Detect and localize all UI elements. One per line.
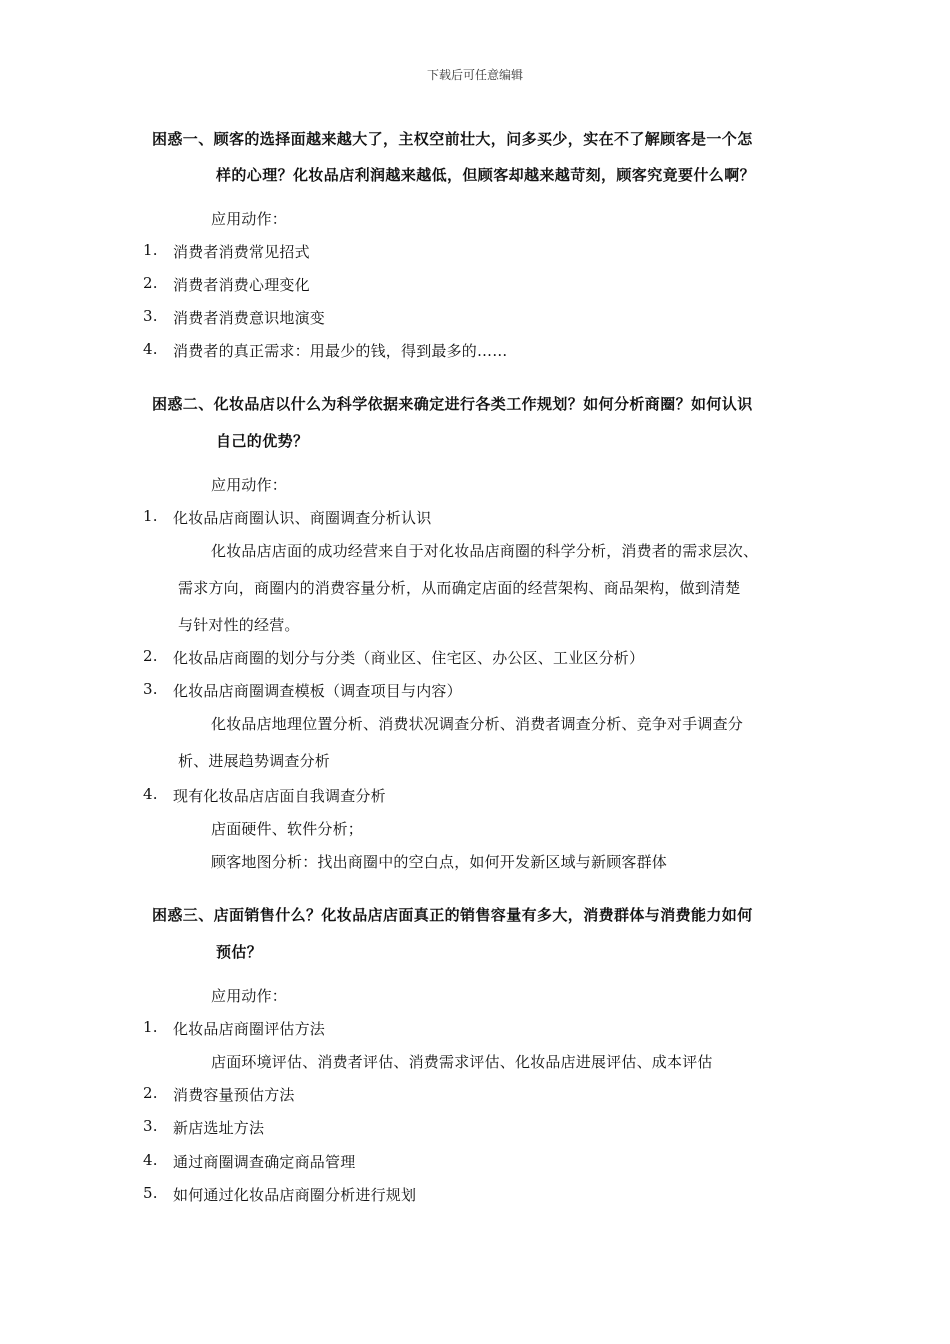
item-detail-line: 化妆品店店面的成功经营来自于对化妆品店商圈的科学分析，消费者的需求层次、 [211, 542, 759, 560]
item-detail-line: 顾客地图分析：找出商圈中的空白点，如何开发新区域与新顾客群体 [211, 853, 668, 871]
list-item: 化妆品店商圈调查模板（调查项目与内容） [173, 682, 462, 700]
list-item: 通过商圈调查确定商品管理 [173, 1153, 356, 1171]
item-detail-line: 析、进展趋势调查分析 [178, 752, 331, 770]
list-item-number: 1. [143, 1018, 158, 1036]
list-item: 消费容量预估方法 [173, 1086, 295, 1104]
list-item-number: 3. [143, 1117, 158, 1135]
list-item: 新店选址方法 [173, 1119, 265, 1137]
list-item-number: 2. [143, 647, 158, 665]
section-3-title-line-1: 困惑三、店面销售什么？化妆品店店面真正的销售容量有多大，消费群体与消费能力如何 [152, 906, 753, 924]
item-detail-line: 化妆品店地理位置分析、消费状况调查分析、消费者调查分析、竞争对手调查分 [211, 715, 744, 733]
list-item: 消费者的真正需求：用最少的钱，得到最多的…… [173, 342, 508, 360]
list-item-number: 1. [143, 241, 158, 259]
list-item: 消费者消费意识地演变 [173, 309, 326, 327]
list-item-number: 1. [143, 507, 158, 525]
list-item: 如何通过化妆品店商圈分析进行规划 [173, 1186, 417, 1204]
list-item-number: 4. [143, 785, 158, 803]
list-item: 化妆品店商圈评估方法 [173, 1020, 326, 1038]
item-detail-line: 与针对性的经营。 [178, 616, 300, 634]
section-1-action-label: 应用动作： [211, 210, 288, 228]
item-detail-line: 需求方向，商圈内的消费容量分析，从而确定店面的经营架构、商品架构，做到清楚 [178, 579, 741, 597]
section-1-title-line-2: 样的心理？化妆品店利润越来越低，但顾客却越来越苛刻，顾客究竟要什么啊？ [216, 166, 756, 184]
list-item: 化妆品店商圈认识、商圈调查分析认识 [173, 509, 432, 527]
section-2-action-label: 应用动作： [211, 476, 288, 494]
list-item-number: 5. [143, 1184, 158, 1202]
list-item: 现有化妆品店店面自我调查分析 [173, 787, 386, 805]
list-item-number: 4. [143, 1151, 158, 1169]
section-2-title-line-2: 自己的优势？ [216, 432, 309, 450]
item-detail-line: 店面硬件、软件分析； [211, 820, 364, 838]
list-item-number: 2. [143, 1084, 158, 1102]
list-item: 消费者消费常见招式 [173, 243, 310, 261]
list-item-number: 4. [143, 340, 158, 358]
item-detail-line: 店面环境评估、消费者评估、消费需求评估、化妆品店进展评估、成本评估 [211, 1053, 713, 1071]
list-item-number: 3. [143, 307, 158, 325]
section-3-title-line-2: 预估？ [216, 943, 263, 961]
list-item: 化妆品店商圈的划分与分类（商业区、住宅区、办公区、工业区分析） [173, 649, 645, 667]
list-item: 消费者消费心理变化 [173, 276, 310, 294]
list-item-number: 3. [143, 680, 158, 698]
list-item-number: 2. [143, 274, 158, 292]
section-3-action-label: 应用动作： [211, 987, 288, 1005]
section-1-title-line-1: 困惑一、顾客的选择面越来越大了，主权空前壮大，问多买少，实在不了解顾客是一个怎 [152, 130, 753, 148]
section-2-title-line-1: 困惑二、化妆品店以什么为科学依据来确定进行各类工作规划？如何分析商圈？如何认识 [152, 395, 753, 413]
page-header: 下载后可任意编辑 [426, 68, 523, 82]
